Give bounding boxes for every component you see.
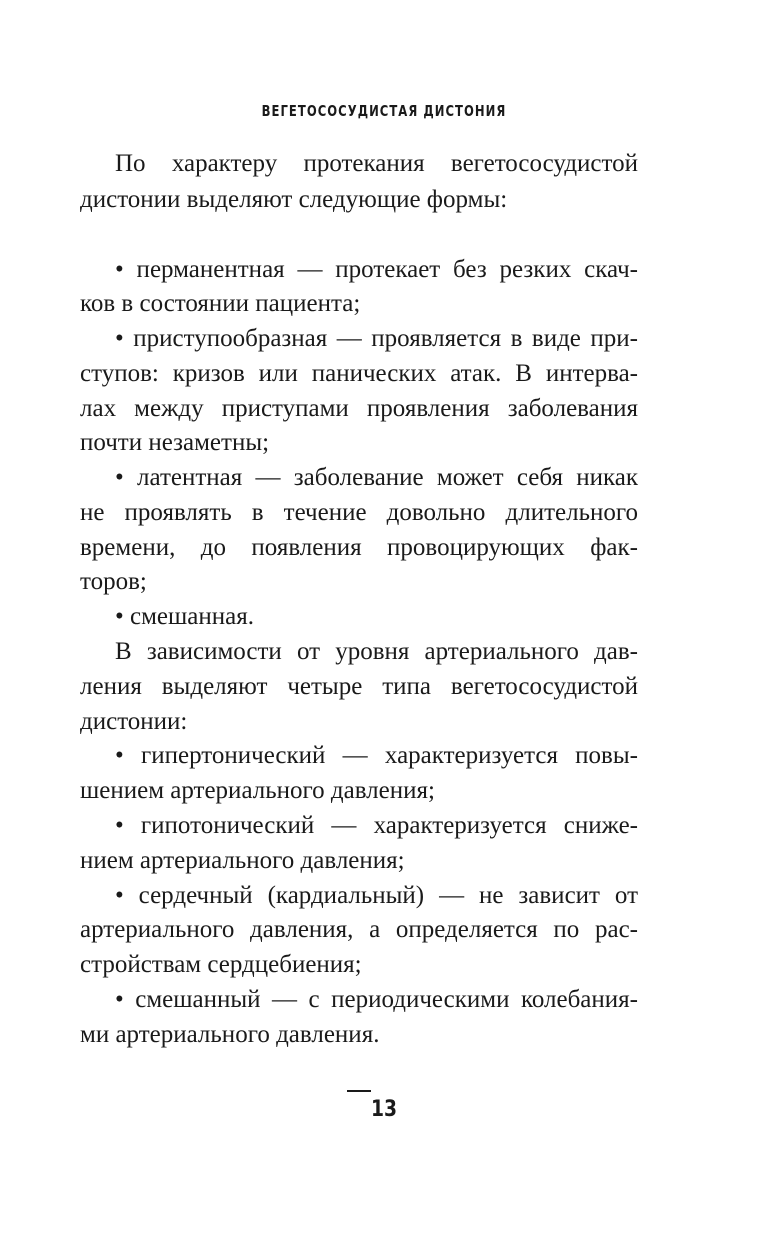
list-item-cardiac-line-3: стройствам сердцебиения; [80,951,362,978]
paragraph-types-line-1: В зависимости от уровня артериального дав- [115,638,638,665]
paragraph-types-line-2: ления выделяют четыре типа вегетососудистой [80,673,638,700]
page-number: 13 [370,1097,398,1122]
list-item-mixed-type-line-2: ми артериального давления. [80,1021,380,1048]
list-item-latent-line-2: не проявлять в течение довольно длительного [80,499,638,526]
paragraph-intro-line-2: дистонии выделяют следующие формы: [80,186,508,213]
list-item-paroxysmal-line-1: • приступообразная — проявляется в виде при- [115,325,638,352]
list-item-latent-line-4: торов; [80,568,147,595]
running-head: ВЕГЕТОСОСУДИСТАЯ ДИСТОНИЯ [261,102,507,120]
list-item-hypotonic-line-2: нием артериального давления; [80,847,405,874]
list-item-mixed-form: • смешанная. [115,603,254,630]
list-item-cardiac-line-1: • сердечный (кардиальный) — не зависит от [115,882,638,909]
page-number-rule [347,1090,371,1092]
list-item-hypotonic-line-1: • гипотонический — характеризуется сниже- [115,812,638,839]
list-item-hypertonic-line-2: шением артериального давления; [80,777,435,804]
list-item-latent-line-3: времени, до появления провоцирующих фак- [80,534,638,561]
list-item-paroxysmal-line-2: ступов: кризов или панических атак. В интерва- [80,360,638,387]
paragraph-types-line-3: дистонии: [80,708,188,735]
list-item-hypertonic-line-1: • гипертонический — характеризуется повы- [115,742,638,769]
list-item-mixed-type-line-1: • смешанный — с периодическими колебания- [115,986,638,1013]
list-item-paroxysmal-line-3: лах между приступами проявления заболевания [80,395,638,422]
paragraph-intro-line-1: По характеру протекания вегетососудистой [115,150,638,177]
list-item-cardiac-line-2: артериального давления, а определяется по рас- [80,916,638,943]
list-item-permanent-line-2: ков в состоянии пациента; [80,290,361,317]
list-item-paroxysmal-line-4: почти незаметны; [80,429,270,456]
list-item-permanent-line-1: • перманентная — протекает без резких скач- [115,256,638,283]
list-item-latent-line-1: • латентная — заболевание может себя никак [115,464,638,491]
